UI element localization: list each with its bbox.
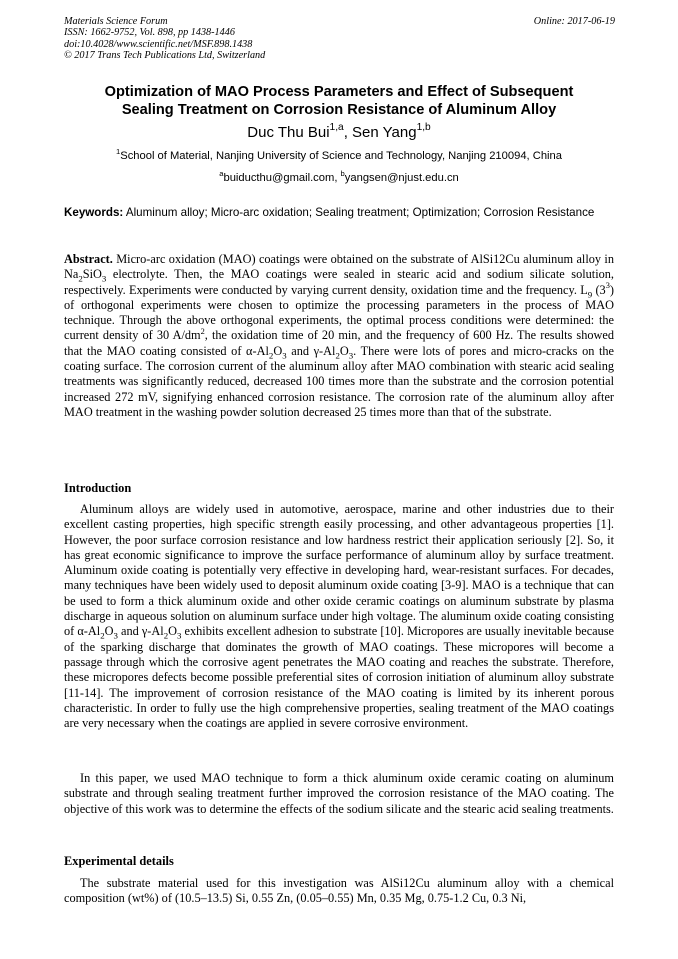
online-date: Online: 2017-06-19 [533, 16, 615, 27]
subscript: 3 [282, 350, 287, 361]
email-separator: , [334, 172, 341, 184]
subscript: 2 [78, 273, 83, 284]
author-separator: , [343, 124, 353, 141]
paragraph-text: Aluminum alloys are widely used in automotive, aerospace, marine and other industries due to their excellent casting properties, high specific strength easily processing, and other advantageous properties [1]. However, the poor surface corrosion resistance and low hardness restrict their application seriously [2]. So, it has great economic significance to improve the surface performance of aluminum alloy by surface treatment. Aluminum oxide coating is potentially very effective in developing hard, wear-resistant surfaces. For decades, many techniques have been widely used to deposit aluminum oxide coating [3-9]. MAO is a technique that can be used to form a thick aluminum oxide and other oxide ceramic coatings on aluminum substrate by plasma discharge in aqueous solution on aluminum surface under high voltage. The aluminum oxide coating consisting of α-Al [64, 502, 614, 639]
subscript: 3 [101, 273, 107, 284]
abstract-text: O [339, 343, 349, 358]
subscript: 3 [177, 630, 182, 641]
issn-line: ISSN: 1662-9752, Vol. 898, pp 1438-1446 [64, 27, 235, 39]
keywords-text: Aluminum alloy; Micro-arc oxidation; Sealing treatment; Optimization; Corrosion Resistance [125, 206, 595, 219]
abstract-text: ) of orthogonal experiments were chosen to optimize the processing parameters in the process of MAO technique. Through the above orthogonal experiments, the optimal process conditions were determined: the current density of 30 A/dm [64, 282, 614, 343]
abstract-text: Micro-arc oxidation (MAO) coatings were obtained on the substrate of AlSi12Cu aluminum alloy in Na [64, 252, 614, 282]
abstract-text: (3 [592, 282, 606, 297]
author-list [40, 121, 638, 142]
keywords-label: Keywords: [64, 206, 124, 219]
abstract-text: SiO [82, 267, 102, 282]
copyright-line: © 2017 Trans Tech Publications Ltd, Switzerland [64, 50, 266, 62]
email-b-mark: b [340, 168, 345, 178]
introduction-heading: Introduction [64, 481, 132, 495]
subscript: 9 [587, 289, 593, 300]
title-line-1: Optimization of MAO Process Parameters and Effect of Subsequent [104, 84, 574, 100]
author-emails [40, 168, 638, 185]
paper-title [40, 83, 638, 119]
journal-header [64, 16, 265, 62]
subscript: 2 [335, 350, 340, 361]
email-a-mark: a [219, 168, 224, 178]
title-line-2: Sealing Treatment on Corrosion Resistance of Aluminum Alloy [121, 102, 557, 118]
experimental-paragraph-1: The substrate material used for this investigation was AlSi12Cu aluminum alloy with a chemical composition (wt%) of (10.5–13.5) Si, 0.55 Zn, (0.05–0.55) Mn, 0.35 Mg, 0.75-1.2 Cu, 0.3 Ni, [64, 876, 614, 906]
keywords [64, 205, 614, 220]
abstract-label: Abstract. [64, 252, 113, 266]
paragraph-text: O [104, 624, 114, 639]
doi-line: doi:10.4028/www.scientific.net/MSF.898.1438 [64, 38, 253, 50]
paragraph-text: and γ-Al [117, 624, 164, 639]
affiliation-mark: 1 [116, 146, 121, 156]
superscript: 3 [605, 280, 610, 290]
introduction-paragraph-2: In this paper, we used MAO technique to form a thick aluminum oxide ceramic coating on aluminum substrate and through sealing treatment further improved the corrosion resistance of the MAO coating. The objective of this work was to determine the effects of the sodium silicate and the stearic acid sealing treatments. [64, 771, 614, 816]
superscript: 2 [200, 326, 205, 336]
email-a[interactable]: buiducthu@gmail.com [223, 172, 335, 184]
abstract-text: O [273, 343, 283, 358]
author-1-affil-mark: 1,a [329, 121, 344, 133]
paragraph-text: O [168, 624, 178, 639]
subscript: 3 [113, 630, 118, 641]
author-1: Duc Thu Bui [247, 124, 330, 141]
email-b[interactable]: yangsen@njust.edu.cn [344, 172, 459, 184]
abstract-text: , the oxidation time of 20 min, and the frequency of 600 Hz. The results showed that the MAO coating consisted of α-Al [64, 328, 614, 358]
subscript: 2 [100, 630, 105, 641]
abstract [64, 252, 614, 420]
subscript: 3 [348, 350, 354, 361]
introduction-paragraph-1 [64, 502, 614, 731]
author-2-affil-mark: 1,b [416, 121, 431, 133]
affiliation-text: School of Material, Nanjing University of Science and Technology, Nanjing 210094, China [120, 150, 562, 162]
paragraph-text: exhibits excellent adhesion to substrate [10]. Micropores are usually inevitable because of the sparking discharge that dominates the growth of MAO coatings. These micropores will become a passage through which the corrosive agent penetrates the MAO coating and reaches the substrate. Therefore, these micropores defects become possible preferential sites of corrosion initiation of aluminum alloy substrate [11-14]. The improvement of corrosion resistance of the MAO coating is limited by its inherent porous characteristic. In order to fully use the high comprehensive properties, sealing treatment of the MAO coatings are very necessary when the coatings are applied in severe corrosive environment. [64, 624, 614, 731]
abstract-text: . There were lots of pores and micro-cracks on the coating surface. The corrosion current of the aluminum alloy after MAO combination with stearic acid sealing treatments was significantly reduced, decreased 100 times more than the substrate and the corrosion potential increased 272 mV, signifying enhanced corrosion resistance. The corrosion rate of the aluminum alloy after MAO treatment in the washing powder solution decreased 25 times more than that of the substrate. [64, 343, 615, 419]
experimental-heading: Experimental details [64, 854, 174, 868]
abstract-text: electrolyte. Then, the MAO coatings were sealed in stearic acid and sodium silicate solution, respectively. Experiments were conducted by varying current density, oxidation time and the frequency. L [64, 267, 614, 297]
affiliation [40, 146, 638, 163]
subscript: 2 [163, 630, 169, 641]
author-2: Sen Yang [352, 124, 417, 141]
journal-name: Materials Science Forum [64, 16, 168, 27]
subscript: 2 [268, 350, 274, 361]
abstract-text: and γ-Al [286, 343, 336, 358]
